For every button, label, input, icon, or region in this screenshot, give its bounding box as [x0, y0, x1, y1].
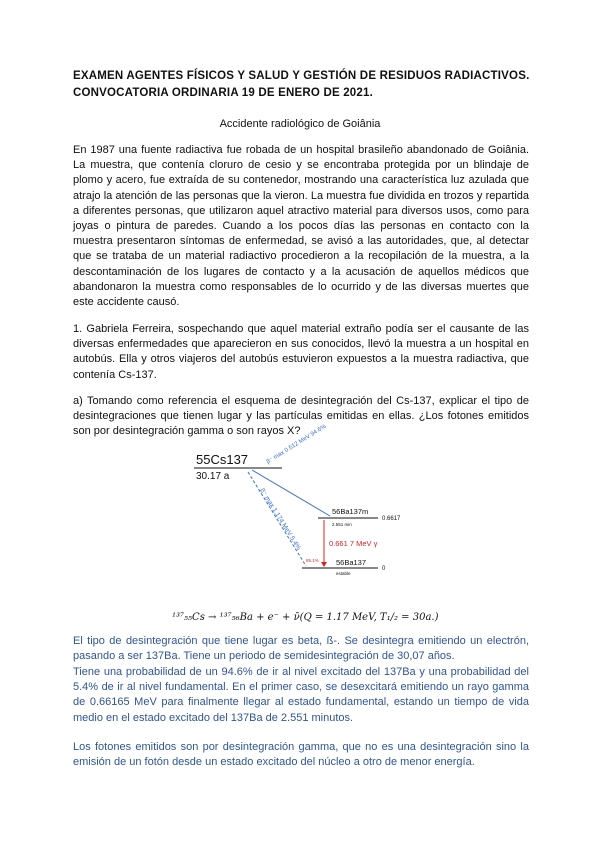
ground-level-energy: 0	[382, 566, 386, 572]
answer-paragraph-3: Los fotones emitidos son por desintegración gamma, que no es una desintegración sino la emisión de un fotón desde un estado excitado del núcleo a otro de menor energía.	[73, 741, 529, 769]
answer-paragraph-1: El tipo de desintegración que tiene lugar es beta, ß-. Se desintegra emitiendo un electrón, pasando a ser 137Ba. Tiene un periodo de semidesintegración de 30,07 años.	[73, 635, 529, 663]
gamma-arrowhead	[321, 562, 327, 567]
exam-title	[73, 68, 535, 102]
gamma-label: 0.661 7 MeV γ	[329, 539, 378, 548]
intro-paragraph: En 1987 una fuente radiactiva fue robada de un hospital brasileño abandonado de Goiânia. La muestra, que contenía cloruro de cesio y se encontraba protegida por un blindaje de plomo y acero, fue extraída de su contenedor, mostrando una característica luz azulada que atrajo la atención de las personas que la vieron. La muestra fue dividida en trozos y repartida a diferentes personas, que utilizaron aquel atractivo material para diversos usos, como para joyas o pintura de paredes. Cuando a los pocos días las personas en contacto con la muestra presentaron síntomas de enfermedad, se avisó a las autoridades, que, al detectar que se trataba de un material radiactivo procedieron a la recopilación de la muestra, a la descontaminación de los lugares de contacto y a la acusación de aquellos médicos que abandonaron la muestra como responsables de lo ocurrido y de las diversas muertes que este accidente causó.	[73, 144, 529, 309]
small-percent-label: 85.1%	[306, 558, 319, 563]
beta-label-1: β⁻ max 0.512 MeV 94.6%	[265, 423, 328, 466]
excited-level-label: 56Ba137m	[332, 507, 369, 516]
answer-paragraph-2: Tiene una probabilidad de un 94.6% de ir al nivel excitado del 137Ba y una probabilidad del 5.4% de ir al nivel fundamental. En el primer caso, se desexcitará emitiendo un rayo gamma de 0.66165 MeV para finalmente llegar al estado fundamental, estando un tiempo de vida medio en el estado excitado del 137Ba de 2.551 minutos.	[73, 666, 529, 724]
question-a: a) Tomando como referencia el esquema de desintegración del Cs-137, explicar el tipo de desintegraciones que tienen lugar y las partículas emitidas en ellas. ¿Los fotones emitidos son por desintegración gamma o son rayos X?	[73, 395, 529, 438]
title-line-2: CONVOCATORIA ORDINARIA 19 DE ENERO DE 2021.	[73, 87, 373, 99]
parent-halflife: 30.17 a	[196, 471, 230, 482]
decay-equation: ¹³⁷₅₅Cs → ¹³⁷₅₆Ba + e⁻ + ν̄(Q = 1.17 MeV, T₁/₂ = 30a.)	[172, 612, 439, 623]
beta-label-2: β⁻ max 1.174 MeV 5.4%	[258, 487, 302, 552]
excited-level-energy: 0.6617	[382, 516, 401, 522]
excited-level-sub: 2.551 min	[332, 522, 352, 527]
parent-nuclide-label: 55Cs137	[196, 452, 249, 467]
decay-scheme-diagram	[190, 423, 420, 583]
title-line-1: EXAMEN AGENTES FÍSICOS Y SALUD Y GESTIÓN DE RESIDUOS RADIACTIVOS.	[73, 70, 530, 82]
ground-level-sub: estable	[336, 571, 351, 576]
question-1: 1. Gabriela Ferreira, sospechando que aquel material extraño podía ser el causante de las diversas enfermedades que aparecieron en sus conocidos, llevó la muestra a un hospital en autobús. Ella y otros viajeros del autobús estuvieron expuestos a la muestra radiactiva, que contenía Cs-137.	[73, 323, 529, 381]
ground-level-label: 56Ba137	[336, 558, 367, 567]
section-subtitle: Accidente radiológico de Goiânia	[219, 118, 381, 130]
